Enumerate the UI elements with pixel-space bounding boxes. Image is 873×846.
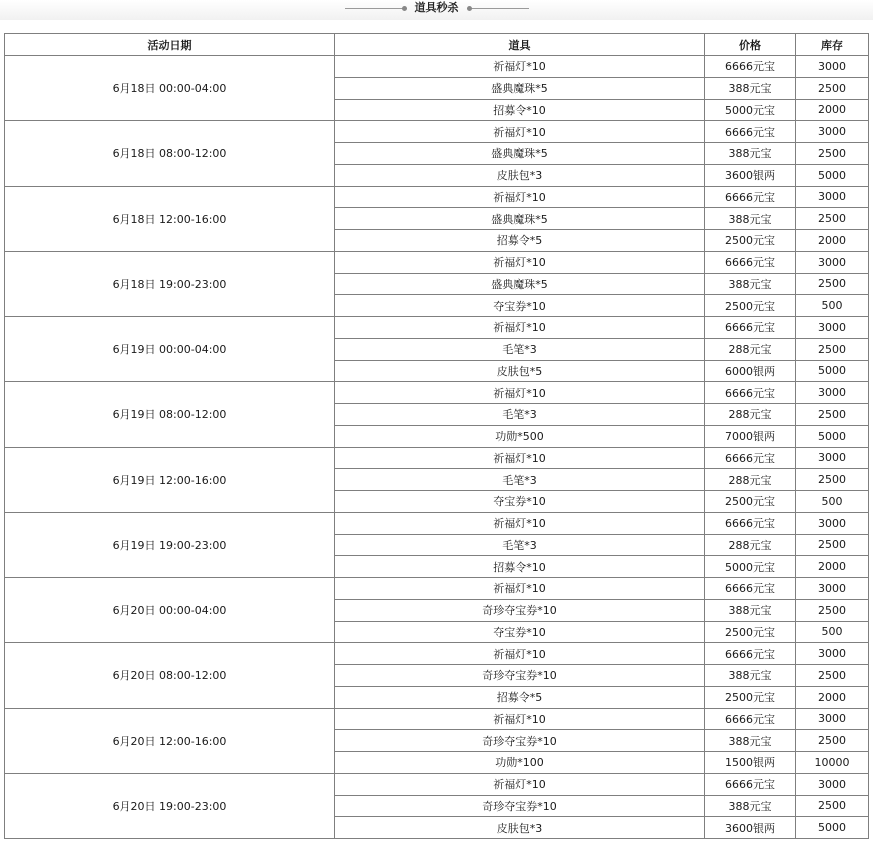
item-name-cell: 祈福灯*10 — [335, 708, 705, 730]
item-name-cell: 皮肤包*3 — [335, 817, 705, 839]
item-name-cell: 祈福灯*10 — [335, 512, 705, 534]
item-stock-cell: 2500 — [796, 730, 869, 752]
item-stock-cell: 2500 — [796, 404, 869, 426]
section-title: 道具秒杀 — [414, 1, 459, 14]
item-stock-cell: 2500 — [796, 143, 869, 165]
column-header-price: 价格 — [705, 34, 796, 56]
item-price-cell: 388元宝 — [705, 77, 796, 99]
item-name-cell: 祈福灯*10 — [335, 643, 705, 665]
item-name-cell: 奇珍夺宝券*10 — [335, 665, 705, 687]
item-stock-cell: 2500 — [796, 273, 869, 295]
column-header-item: 道具 — [335, 34, 705, 56]
session-date-cell: 6月20日 12:00-16:00 — [5, 708, 335, 773]
item-price-cell: 6666元宝 — [705, 251, 796, 273]
item-price-cell: 2500元宝 — [705, 621, 796, 643]
item-stock-cell: 5000 — [796, 425, 869, 447]
flash-sale-table — [4, 33, 869, 839]
item-name-cell: 毛笔*3 — [335, 469, 705, 491]
item-price-cell: 6666元宝 — [705, 643, 796, 665]
item-price-cell: 2500元宝 — [705, 295, 796, 317]
item-stock-cell: 500 — [796, 621, 869, 643]
title-divider-right — [467, 8, 529, 9]
item-stock-cell: 2500 — [796, 599, 869, 621]
session-date-cell: 6月19日 08:00-12:00 — [5, 382, 335, 447]
session-date-cell: 6月18日 12:00-16:00 — [5, 186, 335, 251]
table-row — [5, 708, 869, 730]
item-stock-cell: 2000 — [796, 556, 869, 578]
table-row — [5, 121, 869, 143]
item-name-cell: 夺宝券*10 — [335, 621, 705, 643]
item-price-cell: 288元宝 — [705, 404, 796, 426]
table-header-row — [5, 34, 869, 56]
item-stock-cell: 3000 — [796, 447, 869, 469]
item-price-cell: 3600银两 — [705, 164, 796, 186]
item-price-cell: 288元宝 — [705, 469, 796, 491]
item-stock-cell: 2500 — [796, 77, 869, 99]
item-price-cell: 6666元宝 — [705, 186, 796, 208]
item-stock-cell: 2500 — [796, 469, 869, 491]
item-name-cell: 招募令*5 — [335, 230, 705, 252]
table-row — [5, 251, 869, 273]
item-price-cell: 388元宝 — [705, 730, 796, 752]
item-name-cell: 招募令*10 — [335, 556, 705, 578]
item-stock-cell: 3000 — [796, 251, 869, 273]
table-row — [5, 382, 869, 404]
session-date-cell: 6月18日 19:00-23:00 — [5, 251, 335, 316]
item-price-cell: 7000银两 — [705, 425, 796, 447]
item-price-cell: 6666元宝 — [705, 447, 796, 469]
item-stock-cell: 5000 — [796, 360, 869, 382]
item-price-cell: 6666元宝 — [705, 773, 796, 795]
item-price-cell: 6666元宝 — [705, 317, 796, 339]
table-row — [5, 56, 869, 78]
table-row — [5, 773, 869, 795]
item-price-cell: 5000元宝 — [705, 556, 796, 578]
item-price-cell: 2500元宝 — [705, 686, 796, 708]
session-date-cell: 6月20日 19:00-23:00 — [5, 773, 335, 838]
title-divider-left — [345, 8, 407, 9]
table-row — [5, 643, 869, 665]
item-name-cell: 祈福灯*10 — [335, 121, 705, 143]
item-stock-cell: 2500 — [796, 208, 869, 230]
item-name-cell: 功勋*100 — [335, 752, 705, 774]
title-ornament-dot-left — [402, 6, 407, 11]
item-name-cell: 夺宝券*10 — [335, 295, 705, 317]
item-stock-cell: 5000 — [796, 164, 869, 186]
item-price-cell: 388元宝 — [705, 665, 796, 687]
item-price-cell: 6666元宝 — [705, 708, 796, 730]
session-date-cell: 6月18日 08:00-12:00 — [5, 121, 335, 186]
session-date-cell: 6月19日 19:00-23:00 — [5, 512, 335, 577]
item-name-cell: 祈福灯*10 — [335, 447, 705, 469]
item-stock-cell: 3000 — [796, 56, 869, 78]
item-price-cell: 1500银两 — [705, 752, 796, 774]
item-stock-cell: 3000 — [796, 578, 869, 600]
item-price-cell: 288元宝 — [705, 338, 796, 360]
item-price-cell: 5000元宝 — [705, 99, 796, 121]
item-name-cell: 奇珍夺宝券*10 — [335, 599, 705, 621]
item-price-cell: 2500元宝 — [705, 230, 796, 252]
item-name-cell: 毛笔*3 — [335, 534, 705, 556]
item-price-cell: 6666元宝 — [705, 578, 796, 600]
item-name-cell: 祈福灯*10 — [335, 186, 705, 208]
item-stock-cell: 3000 — [796, 708, 869, 730]
item-name-cell: 招募令*5 — [335, 686, 705, 708]
item-name-cell: 毛笔*3 — [335, 404, 705, 426]
item-stock-cell: 2500 — [796, 534, 869, 556]
item-price-cell: 6000银两 — [705, 360, 796, 382]
session-date-cell: 6月19日 12:00-16:00 — [5, 447, 335, 512]
item-price-cell: 6666元宝 — [705, 121, 796, 143]
item-price-cell: 388元宝 — [705, 273, 796, 295]
item-price-cell: 6666元宝 — [705, 56, 796, 78]
item-price-cell: 2500元宝 — [705, 491, 796, 513]
item-price-cell: 3600银两 — [705, 817, 796, 839]
item-stock-cell: 2000 — [796, 686, 869, 708]
item-name-cell: 皮肤包*5 — [335, 360, 705, 382]
item-stock-cell: 10000 — [796, 752, 869, 774]
item-stock-cell: 3000 — [796, 643, 869, 665]
item-name-cell: 盛典魔珠*5 — [335, 273, 705, 295]
session-date-cell: 6月19日 00:00-04:00 — [5, 317, 335, 382]
item-name-cell: 祈福灯*10 — [335, 251, 705, 273]
item-name-cell: 盛典魔珠*5 — [335, 208, 705, 230]
section-title-bar — [0, 0, 873, 16]
item-stock-cell: 2500 — [796, 338, 869, 360]
item-name-cell: 祈福灯*10 — [335, 773, 705, 795]
item-name-cell: 盛典魔珠*5 — [335, 77, 705, 99]
item-stock-cell: 2000 — [796, 230, 869, 252]
item-stock-cell: 3000 — [796, 186, 869, 208]
table-row — [5, 512, 869, 534]
item-name-cell: 奇珍夺宝券*10 — [335, 730, 705, 752]
column-header-date: 活动日期 — [5, 34, 335, 56]
item-name-cell: 祈福灯*10 — [335, 382, 705, 404]
item-price-cell: 388元宝 — [705, 143, 796, 165]
item-stock-cell: 5000 — [796, 817, 869, 839]
table-row — [5, 186, 869, 208]
item-name-cell: 毛笔*3 — [335, 338, 705, 360]
table-row — [5, 578, 869, 600]
title-ornament-dot-right — [467, 6, 472, 11]
item-stock-cell: 500 — [796, 295, 869, 317]
table-body — [5, 56, 869, 839]
item-stock-cell: 2500 — [796, 665, 869, 687]
item-stock-cell: 3000 — [796, 773, 869, 795]
item-name-cell: 奇珍夺宝券*10 — [335, 795, 705, 817]
item-name-cell: 祈福灯*10 — [335, 317, 705, 339]
item-price-cell: 6666元宝 — [705, 382, 796, 404]
item-stock-cell: 2000 — [796, 99, 869, 121]
item-price-cell: 388元宝 — [705, 208, 796, 230]
item-stock-cell: 2500 — [796, 795, 869, 817]
item-price-cell: 388元宝 — [705, 599, 796, 621]
item-stock-cell: 500 — [796, 491, 869, 513]
item-name-cell: 招募令*10 — [335, 99, 705, 121]
table-row — [5, 317, 869, 339]
item-stock-cell: 3000 — [796, 382, 869, 404]
item-stock-cell: 3000 — [796, 512, 869, 534]
item-name-cell: 功勋*500 — [335, 425, 705, 447]
item-name-cell: 皮肤包*3 — [335, 164, 705, 186]
item-price-cell: 288元宝 — [705, 534, 796, 556]
item-name-cell: 祈福灯*10 — [335, 56, 705, 78]
session-date-cell: 6月20日 00:00-04:00 — [5, 578, 335, 643]
item-stock-cell: 3000 — [796, 121, 869, 143]
item-stock-cell: 3000 — [796, 317, 869, 339]
session-date-cell: 6月18日 00:00-04:00 — [5, 56, 335, 121]
session-date-cell: 6月20日 08:00-12:00 — [5, 643, 335, 708]
table-row — [5, 447, 869, 469]
item-name-cell: 盛典魔珠*5 — [335, 143, 705, 165]
item-price-cell: 6666元宝 — [705, 512, 796, 534]
item-name-cell: 夺宝券*10 — [335, 491, 705, 513]
item-name-cell: 祈福灯*10 — [335, 578, 705, 600]
item-price-cell: 388元宝 — [705, 795, 796, 817]
column-header-stock: 库存 — [796, 34, 869, 56]
